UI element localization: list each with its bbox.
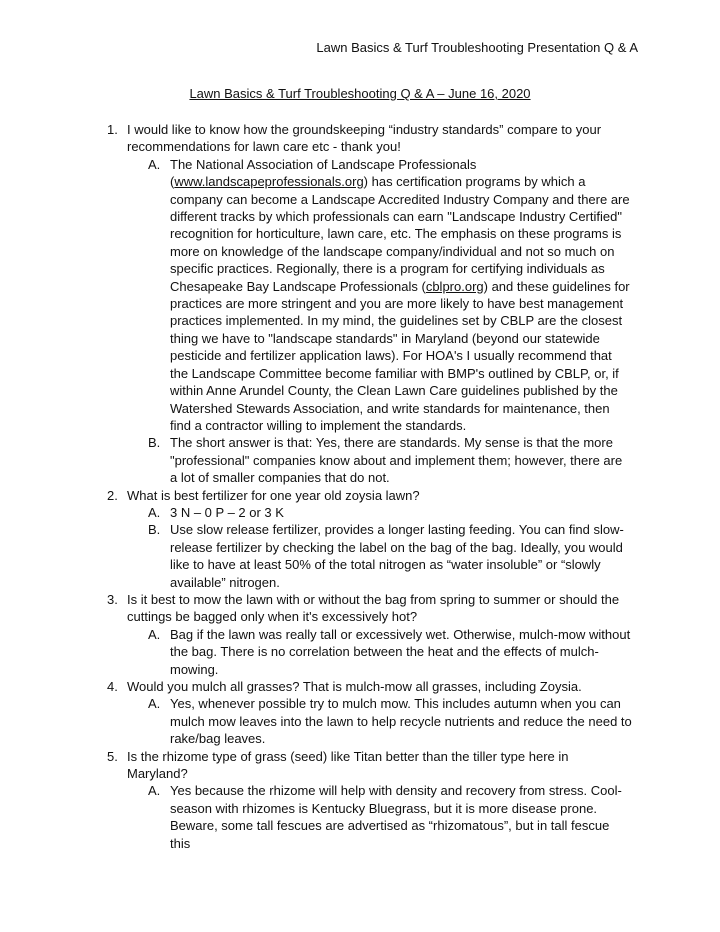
- question-number: 3.: [107, 591, 118, 607]
- question-number: 2.: [107, 487, 118, 503]
- answer-letter: B.: [148, 522, 161, 538]
- answer-2a: [0, 504, 720, 521]
- cblpro-link[interactable]: cblpro.org: [425, 278, 484, 294]
- question-number: 5.: [107, 748, 118, 764]
- nalp-link[interactable]: www.landscapeprofessionals.org: [174, 174, 364, 190]
- question-2: [0, 487, 720, 504]
- answer-text-part: The National Association of Landscape Professionals (: [170, 156, 477, 190]
- question-number: 1.: [107, 122, 118, 137]
- answer-text: Yes, whenever possible try to mulch mow. This includes autumn when you can mulch mow leaves into the lawn to help recycle nutrients and reduce the need to rake/bag leaves.: [170, 696, 632, 747]
- question-text: What is best fertilizer for one year old zoysia lawn?: [127, 487, 420, 503]
- answer-text-part: ) has certification programs by which a company can become a Landscape Accredited Industry Company and there are different tracks by which professionals can earn "Landscape Industry Certified" recognition for horticulture, lawn care, etc. The emphasis on these programs is more on knowledge of the landscape company/individual and not so much on specific practices. Regionally, there is a program for certifying individuals as Chesapeake Bay Landscape Professionals (: [170, 174, 630, 294]
- answer-text: Use slow release fertilizer, provides a longer lasting feeding. You can find slow-release fertilizer by checking the label on the bag of the bag. Ideally, you would like to have at least 50% of the total nitrogen as “water insoluble” or “slowly available” nitrogen.: [170, 522, 624, 590]
- answer-letter: A.: [148, 696, 161, 712]
- answer-3a: [0, 626, 720, 678]
- answer-1a: [0, 156, 720, 435]
- answer-letter: A.: [148, 626, 161, 642]
- answer-text: Bag if the lawn was really tall or excessively wet. Otherwise, mulch-mow without the bag. There is no correlation between the heat and the effects of mulch-mowing.: [170, 626, 631, 677]
- question-text: Is the rhizome type of grass (seed) like Titan better than the tiller type here in Maryland?: [127, 748, 569, 782]
- answer-4a: [0, 695, 720, 747]
- answer-letter: A.: [148, 783, 161, 799]
- answer-text: Yes because the rhizome will help with density and recovery from stress. Cool-season with rhizomes is Kentucky Bluegrass, but it is more disease prone. Beware, some tall fescues are advertised as “rhizomatous”, but in tall fescue this: [170, 783, 622, 851]
- question-4: [0, 678, 720, 695]
- answer-letter: B.: [148, 435, 161, 451]
- answer-letter: A.: [148, 504, 161, 520]
- answer-text-part: ) and these guidelines for practices are more stringent and you are more likely to have best management practices implemented. In my mind, the guidelines set by CBLP are the closest thing we have to "landscape standards" in Maryland (beyond our statewide pesticide and fertilizer application laws). For HOA's I usually recommend that the Landscape Committee become familiar with BMP's outlined by CBLP, or, if within Anne Arundel County, the Clean Lawn Care guidelines published by the Watershed Stewards Association, and write standards for maintenance, then find a contractor willing to implement the standards.: [170, 278, 630, 433]
- qa-list: [0, 121, 720, 852]
- question-text: I would like to know how the groundskeeping “industry standards” compare to your recommendations for lawn care etc - thank you!: [127, 122, 602, 155]
- question-text: Would you mulch all grasses? That is mulch-mow all grasses, including Zoysia.: [127, 679, 582, 694]
- question-1: [0, 121, 720, 156]
- answer-5a: [0, 782, 720, 852]
- answer-letter: A.: [148, 156, 161, 172]
- question-3: [0, 591, 720, 626]
- question-number: 4.: [107, 679, 118, 694]
- answer-text: 3 N – 0 P – 2 or 3 K: [170, 504, 284, 520]
- answer-1b: [0, 434, 720, 486]
- question-5: [0, 748, 720, 783]
- answer-2b: [0, 521, 720, 591]
- running-header: Lawn Basics & Turf Troubleshooting Presentation Q & A: [316, 40, 638, 55]
- document-title: Lawn Basics & Turf Troubleshooting Q & A – June 16, 2020: [189, 86, 531, 101]
- question-text: Is it best to mow the lawn with or without the bag from spring to summer or should the cuttings be bagged only when it's excessively hot?: [127, 591, 620, 625]
- answer-text: The short answer is that: Yes, there are standards. My sense is that the more "professional" companies know about and implement them; however, there are a lot of smaller companies that do not.: [170, 435, 623, 486]
